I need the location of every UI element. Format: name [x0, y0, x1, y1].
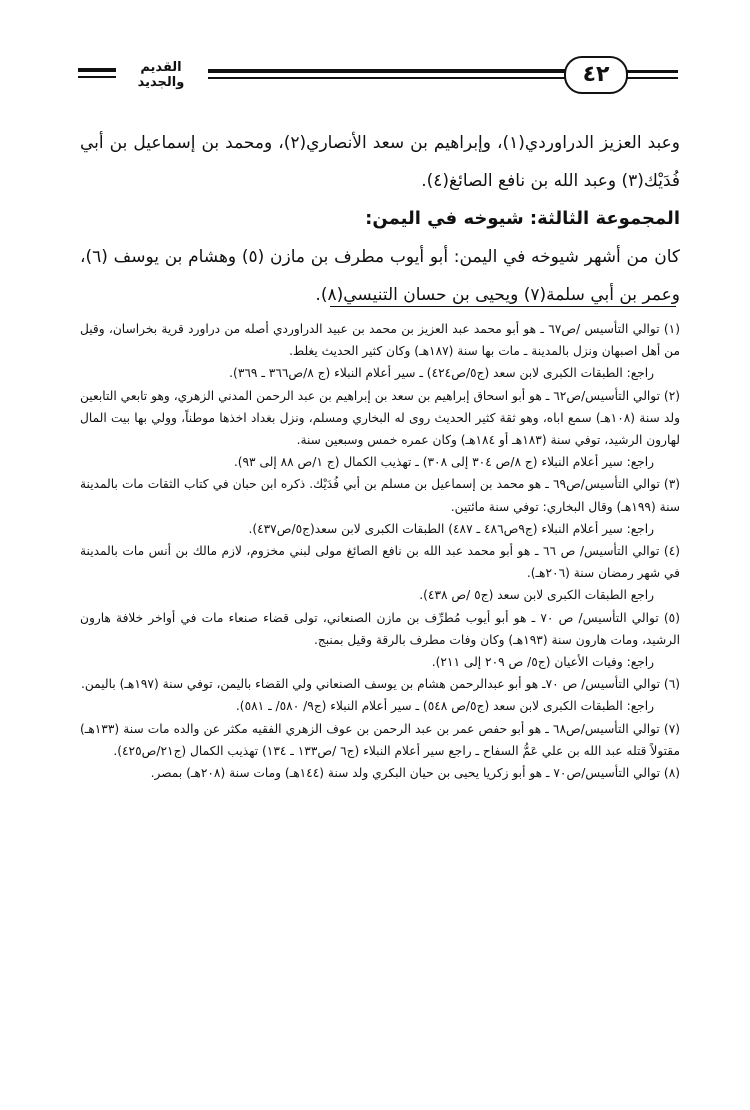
- footnote-1-ref: راجع: الطبقات الكبرى لابن سعد (ج٥/ص٤٢٤) ـ سير أعلام النبلاء (ج ٨/ص٣٦٦ ـ ٣٦٩).: [229, 366, 654, 381]
- header-rule-left: [78, 68, 116, 72]
- section-heading: المجموعة الثالثة: شيوخه في اليمن:: [365, 208, 680, 229]
- footnote-4-ref: راجع الطبقات الكبرى لابن سعد (ج٥ /ص ٤٣٨).: [419, 588, 654, 603]
- footnote-1: (١) توالي التأسيس /ص٦٧ ـ هو أبو محمد عبد العزيز بن محمد بن عبيد الدراوردي أصله من دراورد قرية بخراسان، وقيل من أهل اصبهان ونزل بالمدينة ـ مات بها سنة (١٨٧هـ) وكان كثير الحديث يغلط.: [80, 322, 680, 359]
- running-title: القديم والجديد: [137, 60, 185, 90]
- footnote-4: (٤) توالي التأسيس/ ص ٦٦ ـ هو أبو محمد عبد الله بن نافع الصائغ مولى لبني مخزوم، لازم مالك بن أنس مات بالمدينة في شهر رمضان سنة (٢٠٦هـ).: [80, 544, 680, 581]
- paragraph-1: وعبد العزيز الدراوردي(١)، وإبراهيم بن سعد الأنصاري(٢)، ومحمد بن إسماعيل بن أبي فُدَيْك(٣) وعبد الله بن نافع الصائغ(٤).: [80, 133, 681, 191]
- footnote-3: (٣) توالي التأسيس/ص٦٩ ـ هو محمد بن إسماعيل بن مسلم بن أبي فُدَيْك. ذكره ابن حبان في كتاب الثقات مات بالمدينة سنة (١٩٩هـ) وقال البخاري: توفي سنة مائتين.: [80, 477, 680, 514]
- footnote-6: (٦) توالي التأسيس/ ص ٧٠ـ هو أبو عبدالرحمن هشام بن يوسف الصنعاني ولي القضاء باليمن، توفي سنة (١٩٧هـ) باليمن.: [81, 677, 680, 692]
- footnote-5: (٥) توالي التأسيس/ ص ٧٠ ـ هو أبو أيوب مُطرِّف بن مازن الصنعاني، تولى قضاء صنعاء مات في أواخر خلافة هارون الرشيد، ومات هارون سنة (١٩٣هـ) وكان وفات مطرف بالرقة وقيل بمنبج.: [80, 610, 680, 647]
- footnote-7: (٧) توالي التأسيس/ص٦٨ ـ هو أبو حفص عمر بن عبد الرحمن بن عوف الزهري الفقيه مكثر عن والده مات سنة (١٣٣هـ) مقتولاً قتله عبد الله بن علي عَمُّ السفاح ـ راجع سير أعلام النبلاء (ج٦ /ص١٣٣ ـ ١٣٤) تهذيب الكمال (ج٢١/ص٤٢٥).: [80, 721, 680, 758]
- header-rule-main: [208, 69, 566, 73]
- header-rule-right-thin: [626, 77, 678, 79]
- header-rule-left-thin: [78, 76, 116, 78]
- main-text: [80, 124, 680, 314]
- header-rule-main-thin: [208, 77, 566, 79]
- paragraph-2: كان من أشهر شيوخه في اليمن: أبو أيوب مطرف بن مازن (٥) وهشام بن يوسف (٦)، وعمر بن أبي سلمة(٧) ويحيى بن حسان التنيسي(٨).: [80, 247, 680, 305]
- footnote-2-ref: راجع: سير أعلام النبلاء (ج ٨/ص ٣٠٤ إلى ٣٠٨) ـ تهذيب الكمال (ج ١/ص ٨٨ إلى ٩٣).: [233, 455, 654, 470]
- footnote-2: (٢) توالي التأسيس/ص٦٢ ـ هو أبو اسحاق إبراهيم بن سعد بن إبراهيم بن عبد الرحمن المدني الزهري، وهو تابعي التابعين ولد سنة (١٠٨هـ) سمع اباه، وهو ثقة كثير الحديث روى له البخاري ومسلم، ونزل بغداد اخذها موطناً، وولي بها بيت المال لهارون الرشيد، توفي سنة (١٨٣هـ أو ١٨٤هـ) وكان عمره خمس وسبعين سنة.: [80, 388, 680, 448]
- footnote-divider: [330, 306, 676, 307]
- header-rule-right: [626, 70, 678, 73]
- footnote-3-ref: راجع: سير أعلام النبلاء (ج٩ص٤٨٦ ـ ٤٨٧) الطبقات الكبرى لابن سعد(ج٥/ص٤٣٧).: [248, 521, 654, 536]
- footnotes: [80, 318, 680, 784]
- footnote-5-ref: راجع: وفيات الأعيان (ج٥/ ص ٢٠٩ إلى ٢١١).: [431, 655, 654, 670]
- page-number: ٤٢: [564, 56, 628, 94]
- footnote-8: (٨) توالي التأسيس/ص٧٠ ـ هو أبو زكريا يحيى بن حيان البكري ولد سنة (١٤٤هـ) ومات سنة (٢٠٨هـ) بمصر.: [150, 766, 680, 781]
- footnote-6-ref: راجع: الطبقات الكبرى لابن سعد (ج٥/ص ٥٤٨) ـ سير أعلام النبلاء (ج٩/ ٥٨٠/ ـ ٥٨١).: [235, 699, 654, 714]
- page-header: [78, 56, 678, 96]
